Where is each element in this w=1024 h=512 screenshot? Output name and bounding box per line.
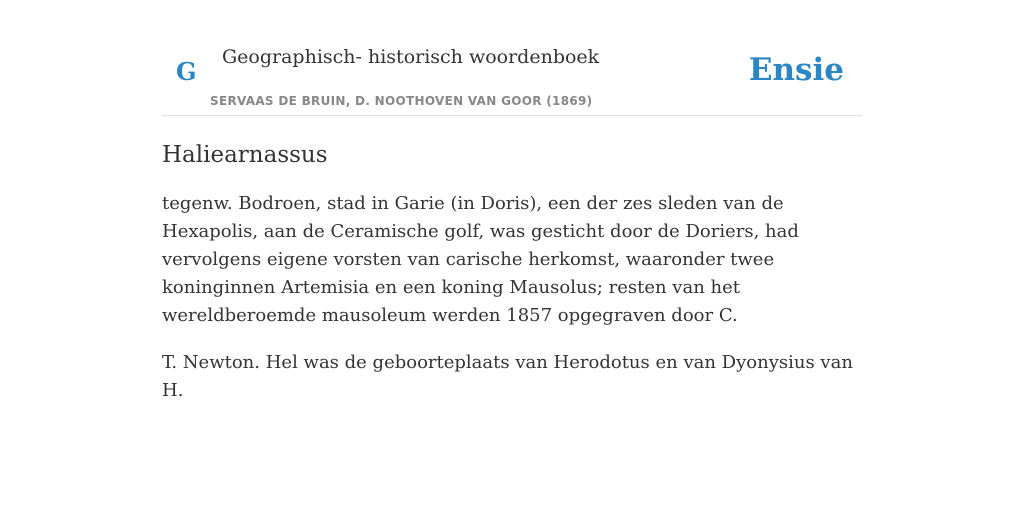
entry-paragraph-2: T. Newton. Hel was de geboorteplaats van Herodotus en van Dyonysius van H. — [162, 352, 853, 401]
book-header — [162, 40, 862, 116]
entry-content — [162, 140, 862, 424]
entry-paragraph-1: tegenw. Bodroen, stad in Garie (in Doris), een der zes sleden van de Hexapolis, aan de Ceramische golf, was gesticht door de Doriers, had vervolgens eigene vorsten van carische herkomst, waaronder twee koninginnen Artemisia en een koning Mausolus; resten van het wereldberoemde mausoleum werden 1857 opgegraven door C. — [162, 193, 799, 326]
book-letter-icon[interactable]: G — [176, 57, 197, 86]
book-authors: SERVAAS DE BRUIN, D. NOOTHOVEN VAN GOOR (1869) — [210, 94, 593, 108]
book-title[interactable]: Geographisch- historisch woordenboek — [222, 46, 600, 68]
entry-headword: Haliearnassus — [162, 142, 328, 168]
ensie-logo-link[interactable]: Ensie — [748, 52, 844, 88]
